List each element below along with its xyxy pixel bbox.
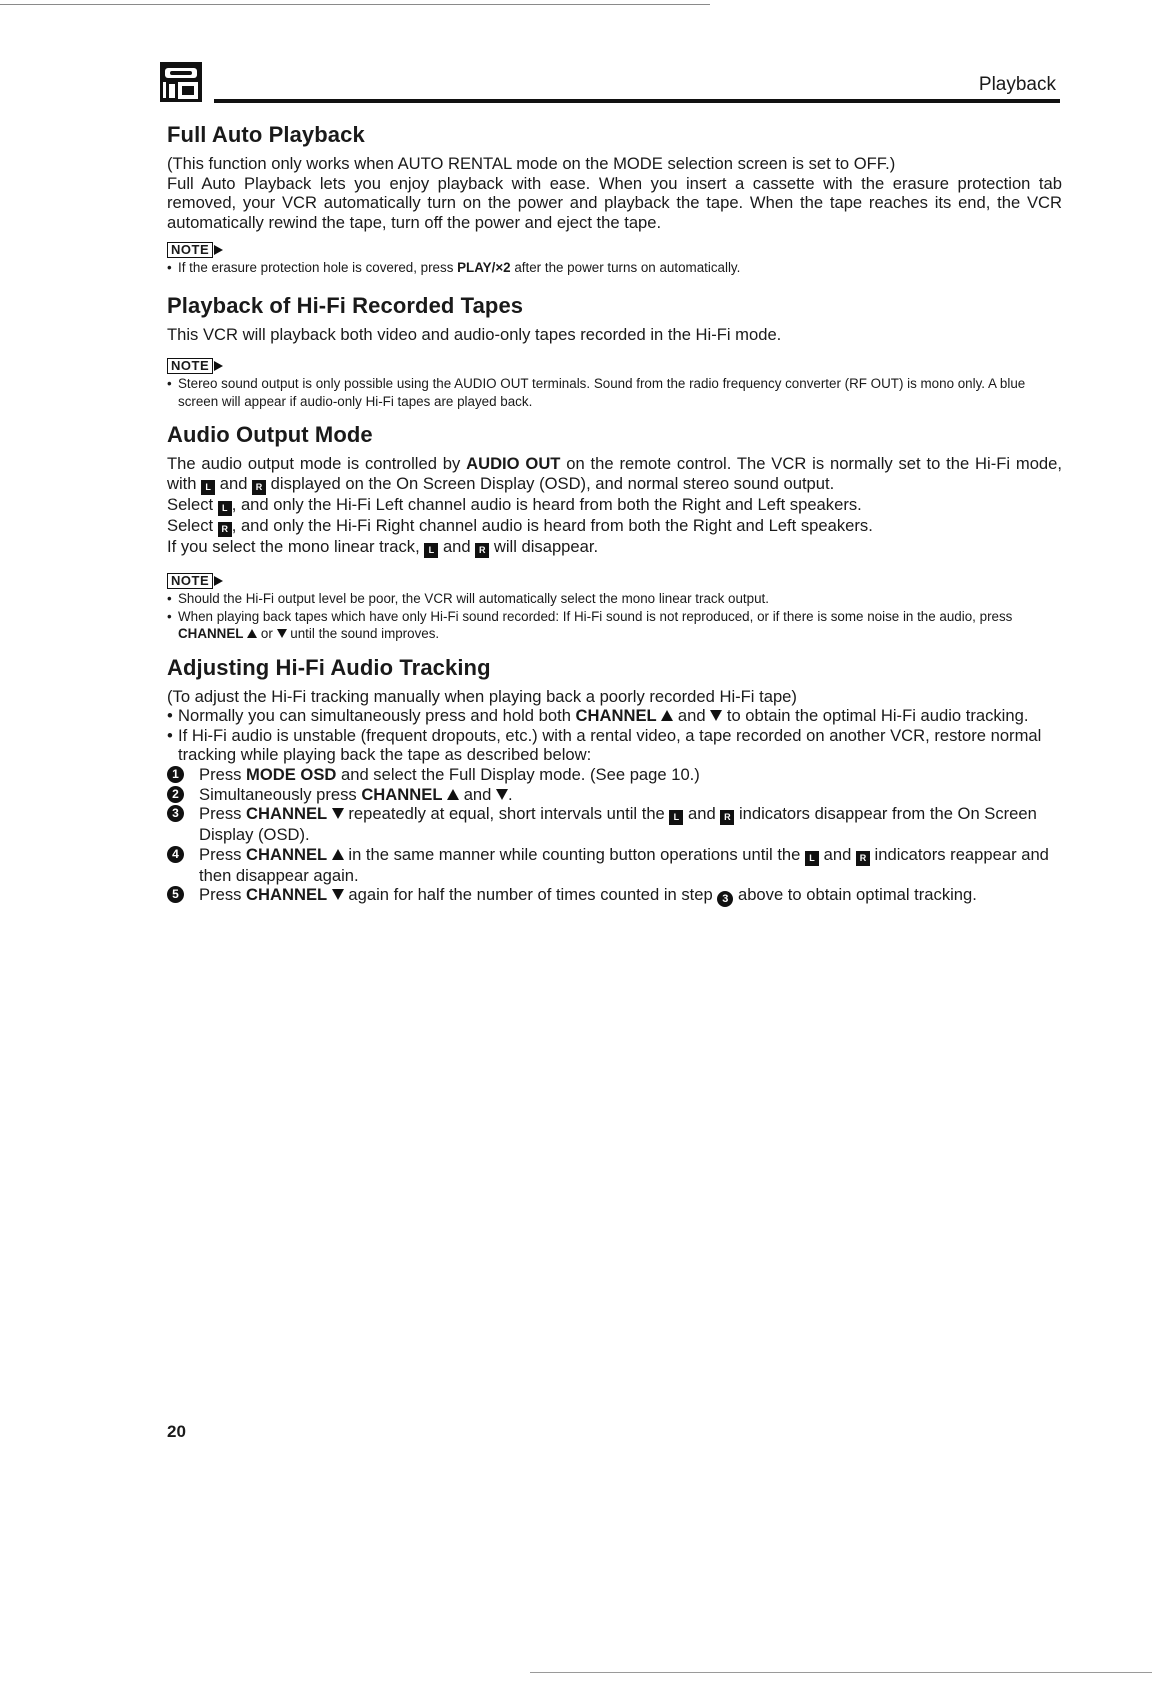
key-channel: CHANNEL [575, 706, 657, 726]
page-content [167, 112, 1062, 907]
note-arrow-icon [214, 576, 223, 586]
channel-down-icon [332, 889, 344, 900]
key-channel: CHANNEL [246, 885, 328, 905]
note-item: • Should the Hi-Fi output level be poor, the VCR will automatically select the mono linear track output. [167, 590, 1062, 608]
right-channel-indicator-icon: R [856, 851, 870, 866]
right-channel-indicator-icon: R [720, 810, 734, 825]
note-label: NOTE [167, 573, 213, 589]
page-section-title: Playback [978, 74, 1056, 95]
heading-full-auto-playback: Full Auto Playback [167, 122, 365, 147]
step-number-icon: 3 [167, 805, 184, 822]
step-item: 2 Simultaneously press CHANNEL and . [167, 785, 1062, 805]
step-item: 1 Press MODE OSD and select the Full Display mode. (See page 10.) [167, 765, 1062, 785]
note-badge [167, 572, 223, 590]
paragraph-tracking-intro: (To adjust the Hi-Fi tracking manually when playing back a poorly recorded Hi-Fi tape) [167, 686, 797, 706]
bullet-list [167, 706, 1062, 765]
left-channel-indicator-icon: L [669, 810, 683, 825]
bottom-scan-rule [530, 1672, 1152, 1673]
key-play-x2: PLAY/×2 [457, 260, 511, 276]
heading-adjusting-hifi-tracking: Adjusting Hi-Fi Audio Tracking [167, 654, 491, 680]
note-list [167, 375, 1062, 410]
channel-down-icon [496, 789, 508, 800]
step-item: 5 Press CHANNEL again for half the number of times counted in step 3 above to obtain optimal tracking. [167, 885, 1062, 907]
note-list [167, 590, 1062, 643]
paragraph-full-auto-description: Full Auto Playback lets you enjoy playback with ease. When you insert a cassette with the erasure protection tab removed, your VCR automatically turn on the power and playback the tape. When the tape reaches its end, the VCR automatically rewind the tape, turn off the power and eject the tape. [167, 173, 1062, 232]
channel-down-icon [277, 629, 287, 638]
note-list [167, 259, 1062, 277]
step-reference-icon: 3 [717, 891, 733, 907]
channel-up-icon [661, 710, 673, 721]
header-rule [214, 99, 1060, 103]
step-number-icon: 2 [167, 786, 184, 803]
key-mode-osd: MODE OSD [246, 764, 337, 784]
page-number: 20 [167, 1422, 186, 1441]
channel-down-icon [332, 808, 344, 819]
channel-down-icon [710, 710, 722, 721]
left-channel-indicator-icon: L [201, 480, 215, 495]
key-audio-out: AUDIO OUT [466, 454, 561, 474]
note-arrow-icon [214, 245, 223, 255]
note-item: • When playing back tapes which have only Hi-Fi sound recorded: If Hi-Fi sound is not reproduced, or if there is some noise in the audio, press CHANNEL or until the sound improves. [167, 608, 1062, 643]
right-channel-indicator-icon: R [218, 522, 232, 537]
list-item: • If Hi-Fi audio is unstable (frequent dropouts, etc.) with a rental video, a tape recorded on another VCR, restore normal tracking while playing back the tape as described below: [167, 726, 1062, 765]
left-channel-indicator-icon: L [218, 501, 232, 516]
key-channel: CHANNEL [246, 844, 328, 864]
channel-up-icon [247, 629, 257, 638]
note-badge [167, 357, 223, 375]
left-channel-indicator-icon: L [424, 543, 438, 558]
paragraph-mono-linear: If you select the mono linear track, L and R will disappear. [167, 537, 599, 557]
right-channel-indicator-icon: R [252, 480, 266, 495]
step-number-icon: 5 [167, 886, 184, 903]
note-label: NOTE [167, 358, 213, 374]
key-channel: CHANNEL [361, 784, 443, 804]
note-badge [167, 241, 223, 259]
left-channel-indicator-icon: L [805, 851, 819, 866]
note-item: • If the erasure protection hole is covered, press PLAY/×2 after the power turns on automatically. [167, 259, 1062, 277]
paragraph-select-left: Select L , and only the Hi-Fi Left channel audio is heard from both the Right and Left speakers. [167, 495, 862, 515]
page-header [160, 60, 1060, 104]
note-label: NOTE [167, 242, 213, 258]
step-item: 4 Press CHANNEL in the same manner while counting button operations until the L and R indicators reappear and then disappear again. [167, 845, 1062, 886]
note-item: • Stereo sound output is only possible using the AUDIO OUT terminals. Sound from the radio frequency converter (RF OUT) is mono only. A blue screen will appear if audio-only Hi-Fi tapes are played back. [167, 375, 1062, 410]
channel-up-icon [447, 789, 459, 800]
paragraph-hifi-tapes: This VCR will playback both video and audio-only tapes recorded in the Hi-Fi mode. [167, 324, 782, 344]
list-item: • Normally you can simultaneously press and hold both CHANNEL and to obtain the optimal Hi-Fi audio tracking. [167, 706, 1062, 726]
key-channel: CHANNEL [246, 804, 328, 824]
channel-up-icon [332, 849, 344, 860]
step-number-icon: 1 [167, 766, 184, 783]
step-list [167, 765, 1062, 907]
heading-hifi-recorded-tapes: Playback of Hi-Fi Recorded Tapes [167, 292, 524, 318]
key-channel: CHANNEL [178, 626, 244, 642]
paragraph-full-auto-condition: (This function only works when AUTO RENTAL mode on the MODE selection screen is set to OFF.) [167, 154, 896, 173]
right-channel-indicator-icon: R [475, 543, 489, 558]
vcr-playback-icon [160, 62, 202, 102]
paragraph-audio-output-intro: The audio output mode is controlled by AUDIO OUT on the remote control. The VCR is normally set to the Hi-Fi mode, with L and R displayed on the On Screen Display (OSD), and normal stereo sound output. [167, 454, 1062, 494]
step-item: 3 Press CHANNEL repeatedly at equal, short intervals until the L and R indicators disappear from the On Screen Display (OSD). [167, 804, 1062, 845]
paragraph-select-right: Select R , and only the Hi-Fi Right channel audio is heard from both the Right and Left speakers. [167, 516, 873, 536]
heading-audio-output-mode: Audio Output Mode [167, 422, 373, 448]
note-arrow-icon [214, 361, 223, 371]
step-number-icon: 4 [167, 846, 184, 863]
top-scan-rule [0, 4, 710, 5]
